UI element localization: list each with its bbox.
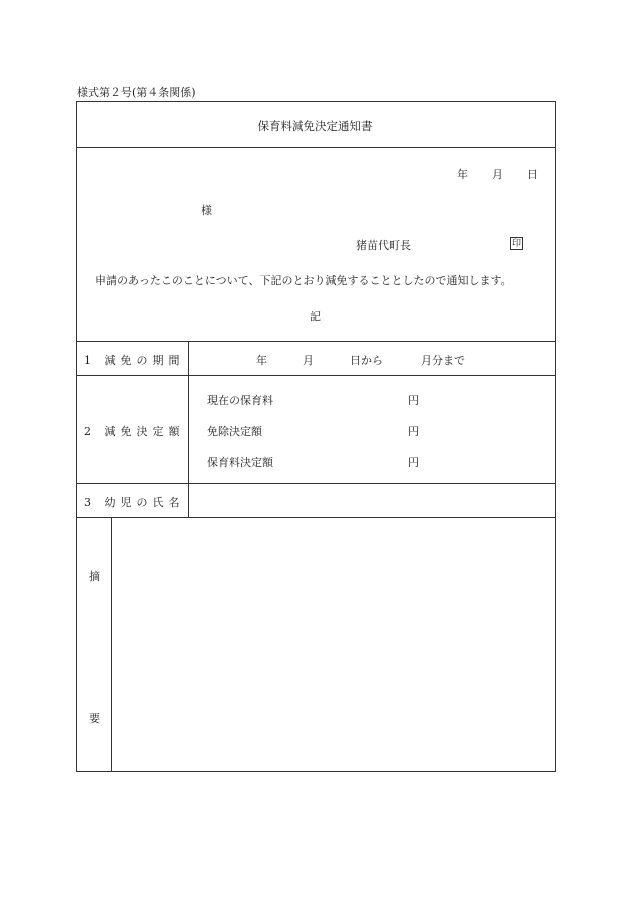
amount-label: 2 減免決定額 xyxy=(84,425,185,438)
date-day: 日 xyxy=(527,168,538,181)
summary-field[interactable] xyxy=(120,525,548,763)
period-label: 1 減免の期間 xyxy=(84,354,185,367)
table-top-border xyxy=(76,101,556,102)
amount-bottom-border xyxy=(76,483,556,484)
period-bottom-border xyxy=(76,375,556,376)
decided-fee-label: 保育料決定額 xyxy=(207,456,273,469)
table-right-border xyxy=(555,101,556,772)
exemption-amount-label: 免除決定額 xyxy=(207,425,262,438)
exemption-amount-unit: 円 xyxy=(408,425,419,438)
decided-fee-unit: 円 xyxy=(408,456,419,469)
period-month-until: 月分まで xyxy=(421,354,465,367)
ki-label: 記 xyxy=(310,310,321,323)
summary-column-divider xyxy=(111,517,112,772)
summary-label-bottom: 要 xyxy=(89,712,100,725)
form-number: 様式第２号(第４条関係) xyxy=(77,86,196,99)
label-column-divider xyxy=(188,341,189,518)
issuer-name: 猪苗代町長 xyxy=(356,239,411,252)
child-bottom-border xyxy=(76,517,556,518)
date-year: 年 xyxy=(457,168,468,181)
child-name-label: 3 幼児の氏名 xyxy=(84,496,185,509)
current-fee-label: 現在の保育料 xyxy=(207,394,273,407)
current-fee-unit: 円 xyxy=(408,394,419,407)
recipient-suffix: 様 xyxy=(201,204,212,217)
date-month: 月 xyxy=(492,168,503,181)
period-month: 月 xyxy=(303,354,314,367)
period-year: 年 xyxy=(256,354,267,367)
table-bottom-border xyxy=(76,771,556,772)
child-name-field[interactable] xyxy=(196,494,546,510)
document-title: 保育料減免決定通知書 xyxy=(257,119,373,133)
period-day-from: 日から xyxy=(350,354,383,367)
notice-text: 申請のあったこのことについて、下記のとおり減免することとしたので通知します。 xyxy=(95,274,512,287)
notice-bottom-border xyxy=(76,341,556,342)
summary-label-top: 摘 xyxy=(89,570,100,583)
seal-mark: 印 xyxy=(511,239,521,249)
title-bottom-border xyxy=(76,147,556,148)
table-left-border xyxy=(76,101,77,772)
